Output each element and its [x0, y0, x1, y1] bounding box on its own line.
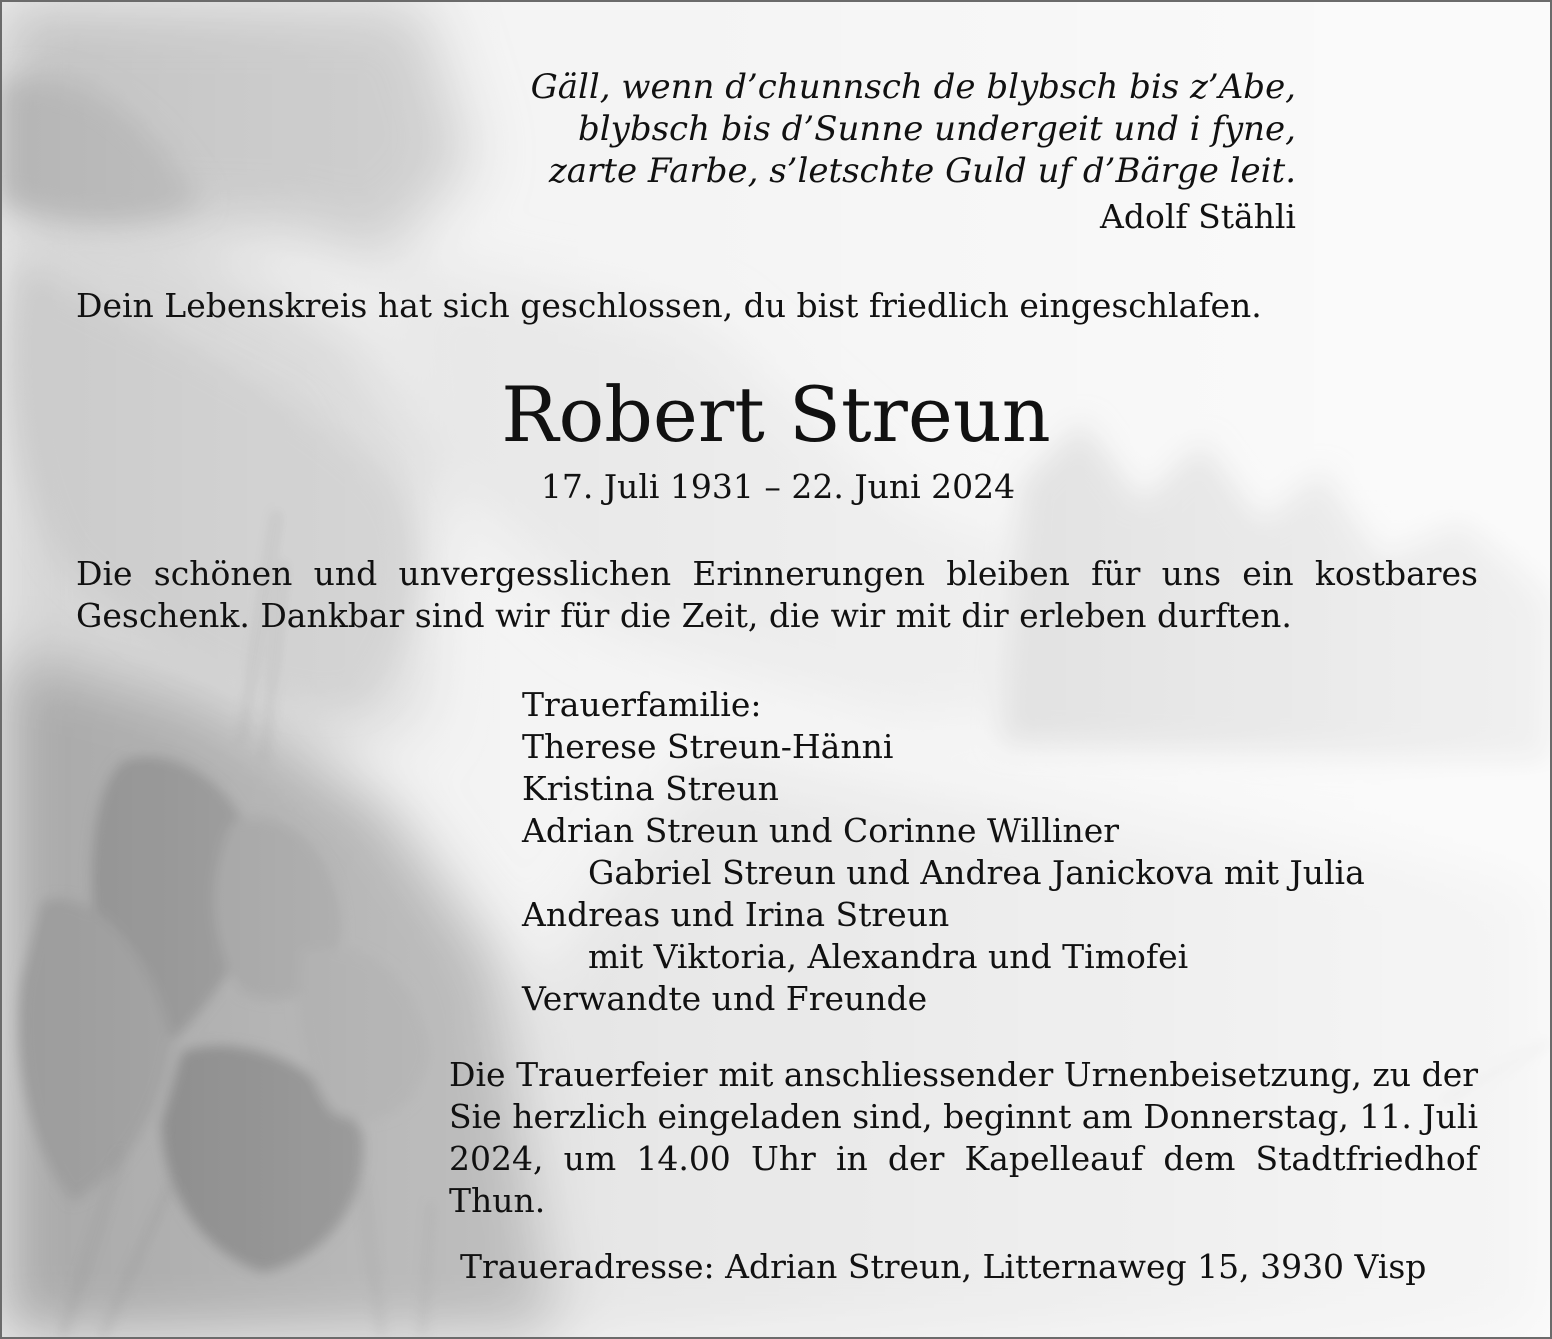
family-member: Adrian Streun und Corinne Williner	[522, 811, 1120, 850]
poem-author: Adolf Stähli	[1100, 197, 1296, 236]
family-heading: Trauerfamilie:	[522, 685, 762, 724]
family-member: Therese Streun-Hänni	[522, 727, 894, 766]
life-dates: 17. Juli 1931 – 22. Juni 2024	[540, 467, 1016, 506]
ceremony-paragraph: Die Trauerfeier mit anschliessender Urnenbeisetzung, zu der Sie herzlich eingeladen sind, beginnt am Donnerstag, 11. Juli 2024, um 14.00 Uhr in der Kapelleauf dem Stadtfriedhof Thun.	[449, 1055, 1478, 1220]
poem-line-2: blybsch bis d’Sunne undergeit und i fyne,	[577, 109, 1296, 149]
mourning-address: Traueradresse: Adrian Streun, Litternaweg 15, 3930 Visp	[460, 1247, 1427, 1286]
family-member: Verwandte und Freunde	[522, 979, 928, 1018]
poem-line-3: zarte Farbe, s’letschte Guld uf d’Bärge leit.	[548, 151, 1296, 191]
memory-paragraph: Die schönen und unvergesslichen Erinnerungen bleiben für uns ein kostbares Geschenk. Dankbar sind wir für die Zeit, die wir mit dir erleben durften.	[76, 554, 1478, 635]
intro-sentence: Dein Lebenskreis hat sich geschlossen, du bist friedlich eingeschlafen.	[76, 286, 1262, 325]
family-member: Andreas und Irina Streun	[522, 895, 950, 934]
family-member: Kristina Streun	[522, 769, 779, 808]
family-member: mit Viktoria, Alexandra und Timofei	[588, 937, 1189, 976]
deceased-name: Robert Streun	[501, 370, 1051, 459]
family-member: Gabriel Streun und Andrea Janickova mit Julia	[588, 853, 1365, 892]
poem-line-1: Gäll, wenn d’chunnsch de blybsch bis z’Abe,	[530, 67, 1296, 107]
